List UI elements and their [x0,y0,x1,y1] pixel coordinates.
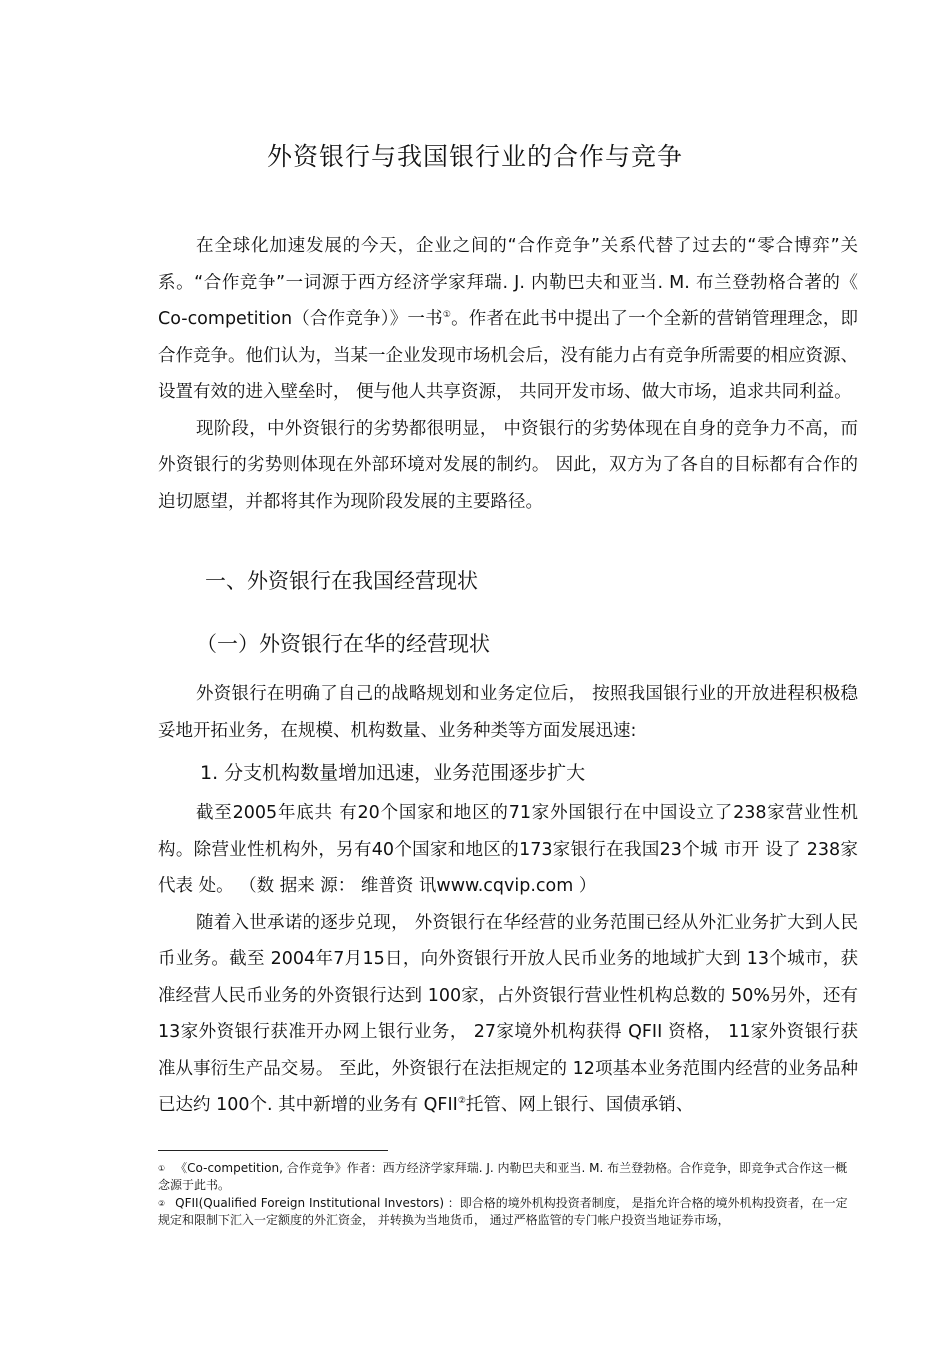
intro-paragraph-1-text-a: 在全球化加速发展的今天，企业之间的“合作竞争”关系代替了过去的“零合博弈”关系。“合作竞争”一词源于西方经济学家拜瑞. J. 内勒巴夫和亚当. M. 布兰登勃格合著的《 Co-competition（合作竞争）》一书 [158,236,858,329]
footnote-1-text: 《Co-competition, 合作竞争》作者：西方经济学家拜瑞. J. 内勒巴夫和亚当. M. 布兰登勃格。合作竞争，即竞争式合作这一概念源于此书。 [158,1161,848,1192]
footnote-ref-2[interactable]: ② [457,1096,466,1106]
document-title: 外资银行与我国银行业的合作与竞争 [266,142,683,171]
intro-paragraph-1 [158,228,858,411]
subsection-1-heading: （一）外资银行在华的经营现状 [196,632,490,656]
subsection-1-paragraph-1: 外资银行在明确了自己的战略规划和业务定位后， 按照我国银行业的开放进程积极稳妥地开拓业务，在规模、机构数量、业务种类等方面发展迅速: [158,684,858,741]
footnote-ref-1[interactable]: ① [442,310,452,320]
footnotes [158,1160,858,1230]
item-1-paragraph-2-text-a: 随着入世承诺的逐步兑现， 外资银行在华经营的业务范围已经从外汇业务扩大到人民币业务。截至 2004年7月15日，向外资银行开放人民币业务的地域扩大到 13个城市，获准经营人民币业务的外资银行达到 100家，占外资银行营业性机构总数的 50%另外，还有 13家外资银行获准开办网上银行业务， 27家境外机构获得 QFII 资格， 11家外资银行获准从事衍生产品交易。 至此，外资银行在法拒规定的 12项基本业务范围内经营的业务品种已达约 100个. 其中新增的业务有 QFII [158,912,858,1115]
item-1-paragraph-2 [158,905,858,1124]
item-1-body [158,795,858,1124]
section-1-heading: 一、外资银行在我国经营现状 [205,569,478,593]
item-1-paragraph-1: 截至2005年底共 有20个国家和地区的71家外国银行在中国设立了238家营业性机构。除营业性机构外，另有40个国家和地区的173家银行在我国23个城 市开 设了 238家代表 处。 （数 据来 源： 维普资 讯www.cqvip.com ） [158,803,858,896]
intro-paragraph-2: 现阶段，中外资银行的劣势都很明显， 中资银行的劣势体现在自身的竞争力不高，而外资银行的劣势则体现在外部环境对发展的制约。 因此，双方为了各自的目标都有合作的迫切愿望，并都将其作为现阶段发展的主要路径。 [158,418,858,512]
subsection-1-body [158,676,858,749]
intro-paragraph-1-text-b: 。作者在此书中提出了一个全新的营销管理理念，即合作竞争。他们认为，当某一企业发现市场机会后，没有能力占有竞争所需要的相应资源、 设置有效的进入壁垒时， 便与他人共享资源， 共同开发市场、做大市场，追求共同利益。 [158,309,859,402]
footnote-2 [158,1195,858,1229]
item-1-paragraph-2-text-b: 托管、网上银行、国债承销、 [465,1095,694,1115]
footnote-2-text: QFII(Qualified Foreign Institutional Investors) ：即合格的境外机构投资者制度， 是指允许合格的境外机构投资者，在一定规定和限制下汇入一定额度的外汇资金， 并转换为当地货币， 通过严格监管的专门帐户投资当地证券市场， [158,1196,848,1227]
footnote-2-mark: ② [158,1199,166,1208]
footnote-divider [158,1150,388,1151]
item-1-heading: 1. 分支机构数量增加迅速，业务范围逐步扩大 [200,762,586,784]
footnote-1-mark: ① [158,1164,166,1173]
footnote-1 [158,1160,858,1194]
intro-section [158,228,858,520]
